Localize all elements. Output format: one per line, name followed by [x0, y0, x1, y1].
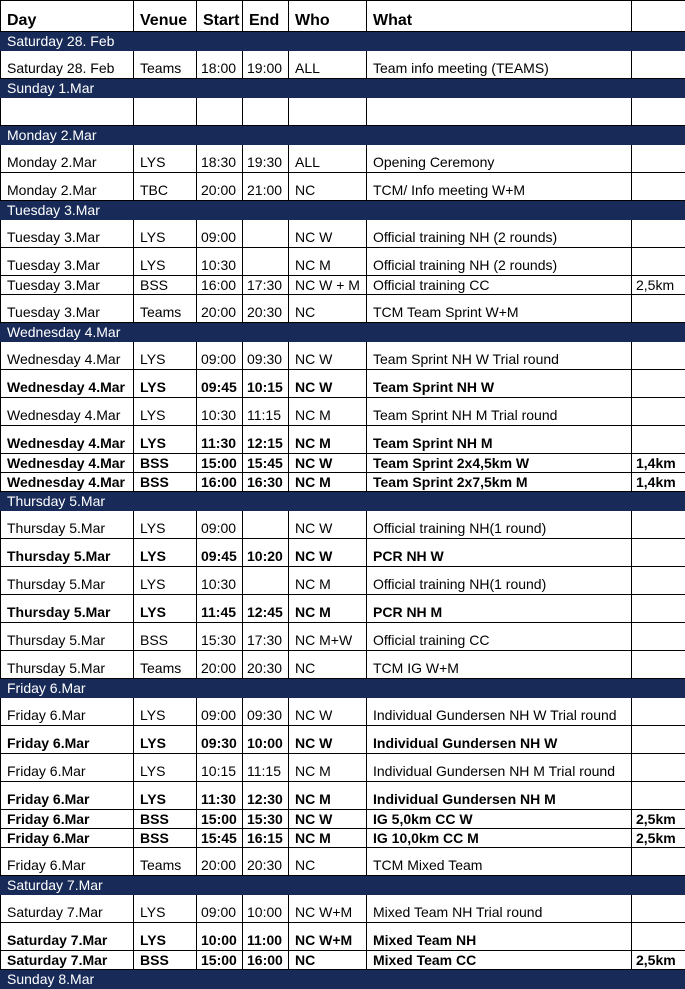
event-what-cell: TCM Mixed Team [367, 848, 632, 876]
event-who-cell: NC [289, 651, 367, 679]
event-start-cell: 09:45 [197, 539, 243, 567]
event-venue-cell: LYS [134, 595, 197, 623]
event-start-cell: 18:00 [197, 51, 243, 79]
event-what-cell: Opening Ceremony [367, 145, 632, 173]
event-dist-cell: 1,4km [632, 454, 685, 473]
event-what-cell: PCR NH M [367, 595, 632, 623]
event-row [1, 567, 685, 595]
event-row [1, 951, 685, 970]
event-end-cell [243, 248, 289, 276]
event-what-cell: Team Sprint NH M Trial round [367, 398, 632, 426]
event-who-cell [289, 98, 367, 126]
event-what-cell: Official training NH (2 rounds) [367, 220, 632, 248]
event-what-cell: Official training NH(1 round) [367, 511, 632, 539]
day-header-label: Friday 6.Mar [1, 679, 685, 698]
event-what-cell: TCM Team Sprint W+M [367, 295, 632, 323]
event-start-cell: 09:30 [197, 726, 243, 754]
event-venue-cell: LYS [134, 220, 197, 248]
event-who-cell: NC W [289, 220, 367, 248]
event-start-cell: 15:00 [197, 810, 243, 829]
header-start: Start [197, 1, 243, 32]
event-day-cell: Friday 6.Mar [1, 726, 134, 754]
event-row [1, 848, 685, 876]
event-row [1, 651, 685, 679]
day-header-label: Monday 2.Mar [1, 126, 685, 145]
event-venue-cell: Teams [134, 51, 197, 79]
event-dist-cell: 2,5km [632, 276, 685, 295]
event-start-cell: 15:45 [197, 829, 243, 848]
event-day-cell: Thursday 5.Mar [1, 511, 134, 539]
event-what-cell: Individual Gundersen NH W [367, 726, 632, 754]
day-header-label: Sunday 1.Mar [1, 79, 685, 98]
event-end-cell: 16:15 [243, 829, 289, 848]
event-end-cell: 12:15 [243, 426, 289, 454]
event-venue-cell: LYS [134, 398, 197, 426]
event-dist-cell [632, 923, 685, 951]
event-venue-cell: Teams [134, 651, 197, 679]
event-what-cell: Mixed Team NH [367, 923, 632, 951]
event-day-cell: Tuesday 3.Mar [1, 295, 134, 323]
event-day-cell: Thursday 5.Mar [1, 651, 134, 679]
event-venue-cell: BSS [134, 454, 197, 473]
event-start-cell: 10:30 [197, 248, 243, 276]
event-who-cell: ALL [289, 145, 367, 173]
day-header-label: Saturday 28. Feb [1, 32, 685, 51]
event-day-cell: Thursday 5.Mar [1, 595, 134, 623]
event-day-cell: Tuesday 3.Mar [1, 276, 134, 295]
event-end-cell: 15:30 [243, 810, 289, 829]
event-row [1, 810, 685, 829]
event-dist-cell [632, 370, 685, 398]
event-dist-cell [632, 895, 685, 923]
event-row [1, 726, 685, 754]
event-end-cell: 12:30 [243, 782, 289, 810]
event-dist-cell [632, 782, 685, 810]
event-end-cell: 16:30 [243, 473, 289, 492]
event-start-cell: 16:00 [197, 276, 243, 295]
event-what-cell: Official training NH(1 round) [367, 567, 632, 595]
event-who-cell: NC M [289, 567, 367, 595]
event-dist-cell: 2,5km [632, 810, 685, 829]
event-what-cell: TCM IG W+M [367, 651, 632, 679]
event-row [1, 145, 685, 173]
event-row [1, 698, 685, 726]
event-dist-cell [632, 539, 685, 567]
event-day-cell: Saturday 7.Mar [1, 923, 134, 951]
event-what-cell: Individual Gundersen NH M [367, 782, 632, 810]
schedule-body [1, 32, 685, 989]
event-venue-cell: Teams [134, 848, 197, 876]
event-who-cell: NC W [289, 511, 367, 539]
event-dist-cell [632, 295, 685, 323]
day-header-label: Wednesday 4.Mar [1, 323, 685, 342]
event-day-cell: Friday 6.Mar [1, 698, 134, 726]
event-start-cell: 11:45 [197, 595, 243, 623]
event-row [1, 295, 685, 323]
event-start-cell: 09:00 [197, 511, 243, 539]
event-end-cell: 11:15 [243, 398, 289, 426]
event-row [1, 248, 685, 276]
event-day-cell: Monday 2.Mar [1, 145, 134, 173]
event-venue-cell: BSS [134, 810, 197, 829]
event-who-cell: NC [289, 848, 367, 876]
event-dist-cell [632, 623, 685, 651]
event-who-cell: NC M [289, 398, 367, 426]
day-header-row [1, 323, 685, 342]
event-who-cell: NC M [289, 426, 367, 454]
event-venue-cell: TBC [134, 173, 197, 201]
event-who-cell: NC M [289, 829, 367, 848]
day-header-label: Thursday 5.Mar [1, 492, 685, 511]
header-row [1, 1, 685, 32]
event-what-cell: Team Sprint NH W [367, 370, 632, 398]
event-who-cell: NC [289, 173, 367, 201]
event-what-cell: Team Sprint 2x4,5km W [367, 454, 632, 473]
day-header-row [1, 79, 685, 98]
event-venue-cell: BSS [134, 276, 197, 295]
event-venue-cell: LYS [134, 754, 197, 782]
event-who-cell: NC W [289, 726, 367, 754]
event-row [1, 51, 685, 79]
event-dist-cell [632, 848, 685, 876]
event-end-cell: 15:45 [243, 454, 289, 473]
event-start-cell: 09:00 [197, 220, 243, 248]
event-who-cell: NC W [289, 539, 367, 567]
event-start-cell: 10:30 [197, 567, 243, 595]
event-what-cell: PCR NH W [367, 539, 632, 567]
event-row [1, 398, 685, 426]
event-what-cell [367, 98, 632, 126]
day-header-row [1, 32, 685, 51]
day-header-row [1, 201, 685, 220]
event-what-cell: Official training CC [367, 623, 632, 651]
event-day-cell: Friday 6.Mar [1, 810, 134, 829]
event-what-cell: Official training NH (2 rounds) [367, 248, 632, 276]
event-what-cell: Official training CC [367, 276, 632, 295]
event-venue-cell: LYS [134, 342, 197, 370]
event-day-cell: Wednesday 4.Mar [1, 454, 134, 473]
event-venue-cell: LYS [134, 895, 197, 923]
event-what-cell: IG 10,0km CC M [367, 829, 632, 848]
event-venue-cell: LYS [134, 726, 197, 754]
event-end-cell: 16:00 [243, 951, 289, 970]
event-who-cell: NC W [289, 370, 367, 398]
event-start-cell: 09:45 [197, 370, 243, 398]
event-end-cell: 11:00 [243, 923, 289, 951]
event-row [1, 829, 685, 848]
day-header-row [1, 876, 685, 895]
event-dist-cell [632, 248, 685, 276]
event-day-cell: Tuesday 3.Mar [1, 220, 134, 248]
event-dist-cell: 1,4km [632, 473, 685, 492]
event-venue-cell: LYS [134, 248, 197, 276]
event-venue-cell: LYS [134, 426, 197, 454]
event-end-cell: 19:00 [243, 51, 289, 79]
event-venue-cell: LYS [134, 370, 197, 398]
event-day-cell: Thursday 5.Mar [1, 539, 134, 567]
event-end-cell: 20:30 [243, 295, 289, 323]
event-dist-cell [632, 98, 685, 126]
event-start-cell [197, 98, 243, 126]
event-start-cell: 20:00 [197, 848, 243, 876]
event-end-cell: 20:30 [243, 651, 289, 679]
event-start-cell: 10:00 [197, 923, 243, 951]
event-row [1, 426, 685, 454]
event-end-cell: 11:15 [243, 754, 289, 782]
event-dist-cell [632, 426, 685, 454]
event-who-cell: NC M [289, 473, 367, 492]
event-dist-cell [632, 398, 685, 426]
event-venue-cell: LYS [134, 511, 197, 539]
day-header-row [1, 126, 685, 145]
event-row [1, 370, 685, 398]
event-row [1, 276, 685, 295]
event-start-cell: 10:30 [197, 398, 243, 426]
event-dist-cell [632, 754, 685, 782]
header-day: Day [1, 1, 134, 32]
event-day-cell: Friday 6.Mar [1, 829, 134, 848]
event-venue-cell: LYS [134, 539, 197, 567]
header-what: What [367, 1, 632, 32]
event-dist-cell: 2,5km [632, 951, 685, 970]
event-end-cell: 10:20 [243, 539, 289, 567]
event-row [1, 473, 685, 492]
event-start-cell: 20:00 [197, 295, 243, 323]
day-header-label: Saturday 7.Mar [1, 876, 685, 895]
event-start-cell: 09:00 [197, 698, 243, 726]
event-venue-cell: BSS [134, 623, 197, 651]
event-day-cell: Wednesday 4.Mar [1, 398, 134, 426]
event-venue-cell: LYS [134, 923, 197, 951]
event-venue-cell: BSS [134, 473, 197, 492]
event-day-cell: Friday 6.Mar [1, 754, 134, 782]
event-row [1, 511, 685, 539]
event-what-cell: Team info meeting (TEAMS) [367, 51, 632, 79]
event-start-cell: 15:30 [197, 623, 243, 651]
event-dist-cell [632, 173, 685, 201]
event-end-cell: 21:00 [243, 173, 289, 201]
event-end-cell [243, 567, 289, 595]
event-day-cell: Saturday 7.Mar [1, 895, 134, 923]
event-day-cell: Tuesday 3.Mar [1, 248, 134, 276]
event-row [1, 539, 685, 567]
header-end: End [243, 1, 289, 32]
event-day-cell: Friday 6.Mar [1, 782, 134, 810]
event-row [1, 220, 685, 248]
event-what-cell: TCM/ Info meeting W+M [367, 173, 632, 201]
event-who-cell: NC W [289, 342, 367, 370]
event-dist-cell [632, 595, 685, 623]
event-end-cell: 17:30 [243, 623, 289, 651]
event-row [1, 895, 685, 923]
event-end-cell: 10:15 [243, 370, 289, 398]
day-header-label: Tuesday 3.Mar [1, 201, 685, 220]
event-dist-cell [632, 698, 685, 726]
event-start-cell: 20:00 [197, 651, 243, 679]
event-row [1, 98, 685, 126]
event-venue-cell: LYS [134, 782, 197, 810]
event-start-cell: 09:00 [197, 342, 243, 370]
event-who-cell: NC [289, 951, 367, 970]
event-venue-cell: LYS [134, 698, 197, 726]
event-start-cell: 15:00 [197, 951, 243, 970]
header-who: Who [289, 1, 367, 32]
event-what-cell: Team Sprint 2x7,5km M [367, 473, 632, 492]
event-start-cell: 09:00 [197, 895, 243, 923]
event-end-cell: 17:30 [243, 276, 289, 295]
header-distance [632, 1, 685, 32]
event-day-cell: Thursday 5.Mar [1, 623, 134, 651]
event-dist-cell [632, 651, 685, 679]
event-start-cell: 16:00 [197, 473, 243, 492]
event-end-cell [243, 98, 289, 126]
event-who-cell: NC M+W [289, 623, 367, 651]
event-who-cell: NC W+M [289, 923, 367, 951]
event-who-cell: NC W + M [289, 276, 367, 295]
event-venue-cell: LYS [134, 145, 197, 173]
event-dist-cell [632, 51, 685, 79]
event-what-cell: Team Sprint NH M [367, 426, 632, 454]
event-dist-cell: 2,5km [632, 829, 685, 848]
event-who-cell: NC M [289, 782, 367, 810]
event-row [1, 923, 685, 951]
event-day-cell [1, 98, 134, 126]
event-what-cell: Individual Gundersen NH M Trial round [367, 754, 632, 782]
event-venue-cell: Teams [134, 295, 197, 323]
event-end-cell: 12:45 [243, 595, 289, 623]
event-who-cell: NC W [289, 454, 367, 473]
event-row [1, 754, 685, 782]
event-day-cell: Wednesday 4.Mar [1, 342, 134, 370]
day-header-row [1, 970, 685, 989]
event-dist-cell [632, 511, 685, 539]
event-start-cell: 11:30 [197, 426, 243, 454]
event-end-cell: 10:00 [243, 895, 289, 923]
event-end-cell: 09:30 [243, 342, 289, 370]
event-end-cell: 19:30 [243, 145, 289, 173]
event-row [1, 623, 685, 651]
event-start-cell: 15:00 [197, 454, 243, 473]
day-header-label: Sunday 8.Mar [1, 970, 685, 989]
day-header-row [1, 679, 685, 698]
event-what-cell: Team Sprint NH W Trial round [367, 342, 632, 370]
event-end-cell [243, 220, 289, 248]
event-row [1, 173, 685, 201]
event-what-cell: IG 5,0km CC W [367, 810, 632, 829]
day-header-row [1, 492, 685, 511]
event-what-cell: Mixed Team CC [367, 951, 632, 970]
event-venue-cell: BSS [134, 951, 197, 970]
header-venue: Venue [134, 1, 197, 32]
event-who-cell: NC M [289, 595, 367, 623]
event-day-cell: Thursday 5.Mar [1, 567, 134, 595]
event-day-cell: Monday 2.Mar [1, 173, 134, 201]
event-dist-cell [632, 726, 685, 754]
event-dist-cell [632, 145, 685, 173]
event-row [1, 595, 685, 623]
event-day-cell: Wednesday 4.Mar [1, 426, 134, 454]
event-what-cell: Mixed Team NH Trial round [367, 895, 632, 923]
event-dist-cell [632, 567, 685, 595]
event-row [1, 454, 685, 473]
event-day-cell: Friday 6.Mar [1, 848, 134, 876]
event-end-cell: 09:30 [243, 698, 289, 726]
event-start-cell: 20:00 [197, 173, 243, 201]
event-venue-cell: LYS [134, 567, 197, 595]
event-end-cell [243, 511, 289, 539]
event-day-cell: Saturday 28. Feb [1, 51, 134, 79]
event-end-cell: 20:30 [243, 848, 289, 876]
event-start-cell: 10:15 [197, 754, 243, 782]
event-who-cell: NC W [289, 810, 367, 829]
event-venue-cell: BSS [134, 829, 197, 848]
event-start-cell: 11:30 [197, 782, 243, 810]
event-day-cell: Wednesday 4.Mar [1, 473, 134, 492]
event-dist-cell [632, 342, 685, 370]
event-row [1, 782, 685, 810]
event-venue-cell [134, 98, 197, 126]
event-who-cell: NC [289, 295, 367, 323]
event-dist-cell [632, 220, 685, 248]
event-start-cell: 18:30 [197, 145, 243, 173]
event-what-cell: Individual Gundersen NH W Trial round [367, 698, 632, 726]
event-day-cell: Saturday 7.Mar [1, 951, 134, 970]
event-end-cell: 10:00 [243, 726, 289, 754]
event-row [1, 342, 685, 370]
event-who-cell: NC W+M [289, 895, 367, 923]
event-who-cell: ALL [289, 51, 367, 79]
event-day-cell: Wednesday 4.Mar [1, 370, 134, 398]
event-who-cell: NC M [289, 754, 367, 782]
event-who-cell: NC W [289, 698, 367, 726]
event-who-cell: NC M [289, 248, 367, 276]
